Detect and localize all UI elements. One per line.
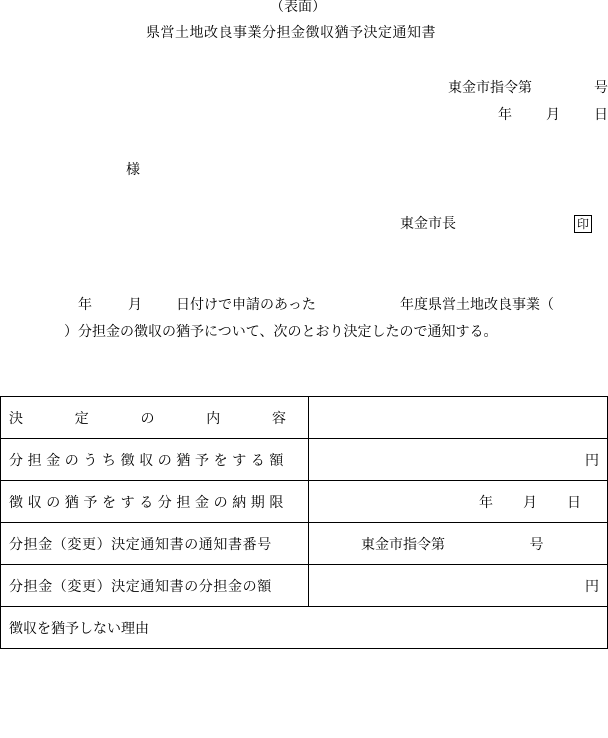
date-month: 月 — [546, 107, 560, 123]
notice-number-value[interactable] — [309, 523, 608, 565]
decision-content-value[interactable] — [309, 397, 608, 439]
body-text-1-tail: 年度県営土地改良事業（ — [400, 297, 554, 313]
date-day: 日 — [594, 107, 608, 123]
deadline-label: 徴収の猶予をする分担金の納期限 — [1, 481, 309, 523]
label-char: 容 — [272, 410, 286, 427]
notice-amount-value[interactable] — [309, 565, 608, 607]
doc-number-prefix: 東金市指令第 — [448, 80, 532, 96]
deadline-month: 月 — [523, 494, 537, 511]
body-year: 年 — [78, 297, 92, 313]
deadline-day: 日 — [567, 494, 581, 511]
notice-amount-label: 分担金（変更）決定通知書の分担金の額 — [1, 565, 309, 607]
table-row — [1, 523, 608, 565]
deferred-amount-value[interactable] — [309, 439, 608, 481]
notice-number-label: 分担金（変更）決定通知書の通知書番号 — [1, 523, 309, 565]
deadline-value[interactable] — [309, 481, 608, 523]
doc-number-suffix: 号 — [594, 80, 608, 96]
table-row — [1, 565, 608, 607]
body-month: 月 — [128, 297, 142, 313]
label-char: 内 — [206, 410, 221, 427]
decision-content-label — [1, 397, 309, 439]
table-row — [1, 607, 608, 649]
document-title: 県営土地改良事業分担金徴収猶予決定通知書 — [146, 25, 436, 41]
reason-field[interactable] — [1, 607, 608, 649]
body-text-1: 日付けで申請のあった — [176, 297, 316, 313]
notice-number-prefix: 東金市指令第 — [361, 536, 445, 553]
yen-unit: 円 — [585, 578, 599, 595]
deferred-amount-label: 分担金のうち徴収の猶予をする額 — [1, 439, 309, 481]
deadline-year: 年 — [479, 494, 493, 511]
label-char: 定 — [74, 410, 89, 427]
table-row — [1, 481, 608, 523]
body-text-2: ）分担金の徴収の猶予について、次のとおり決定したので通知する。 — [64, 324, 498, 340]
date-year: 年 — [498, 107, 512, 123]
table-row — [1, 439, 608, 481]
seal-stamp: 印 — [574, 215, 592, 233]
notice-number-suffix: 号 — [529, 536, 544, 553]
recipient-honorific: 様 — [126, 162, 140, 178]
label-char: の — [140, 410, 155, 427]
issuer-name: 東金市長 — [400, 216, 456, 232]
table-row — [1, 397, 608, 439]
yen-unit: 円 — [585, 452, 599, 469]
label-char: 決 — [9, 410, 23, 427]
reason-label: 徴収を猶予しない理由 — [9, 620, 149, 637]
side-label: （表面） — [270, 0, 326, 15]
decision-table — [0, 396, 608, 649]
